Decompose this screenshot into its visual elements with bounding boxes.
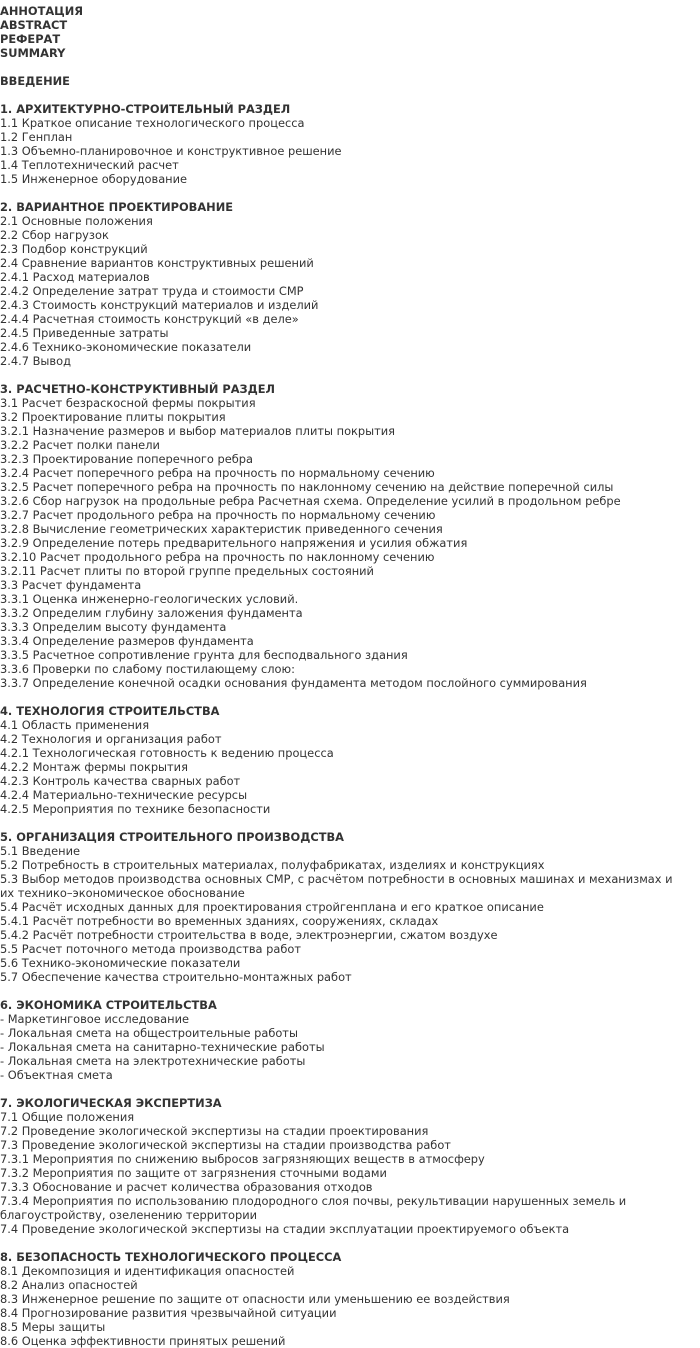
toc-entry: 3.2.10 Расчет продольного ребра на прочность по наклонному сечению (0, 550, 435, 564)
toc-entry: 5.4.1 Расчёт потребности во временных зданиях, сооружениях, складах (0, 914, 439, 928)
toc-entry: 7.1 Общие положения (0, 1110, 135, 1124)
blank-line (0, 984, 690, 998)
toc-entry: 7.4 Проведение экологической экспертизы на стадии эксплуатации проектируемого объекта (0, 1222, 570, 1236)
toc-entry: 4.2.4 Материально-технические ресурсы (0, 788, 248, 802)
blank-line (0, 368, 690, 382)
toc-entry: 3.2.9 Определение потерь предварительного напряжения и усилия обжатия (0, 536, 468, 550)
toc-entry: 7.3.4 Мероприятия по использованию плодородного слоя почвы, рекультивации нарушенных земель и благоустройству, озеленению территории (0, 1194, 627, 1222)
toc-entry: 3.2.4 Расчет поперечного ребра на прочность по нормальному сечению (0, 466, 435, 480)
blank-line (0, 1236, 690, 1250)
section-heading: ВВЕДЕНИЕ (0, 74, 70, 88)
toc-entry: 1.4 Теплотехнический расчет (0, 158, 179, 172)
toc-entry: 3.2.3 Проектирование поперечного ребра (0, 452, 253, 466)
toc-entry: 2.4.3 Стоимость конструкций материалов и изделий (0, 298, 319, 312)
toc-entry: 3.3.3 Определим высоту фундамента (0, 620, 227, 634)
toc-entry: 2.4.4 Расчетная стоимость конструкций «в деле» (0, 312, 299, 326)
section-heading: 8. БЕЗОПАСНОСТЬ ТЕХНОЛОГИЧЕСКОГО ПРОЦЕССА (0, 1250, 342, 1264)
toc-entry: 7.2 Проведение экологической экспертизы на стадии проектирования (0, 1124, 429, 1138)
toc-entry: 3.3 Расчет фундамента (0, 578, 142, 592)
toc-entry: 3.2.6 Сбор нагрузок на продольные ребра Расчетная схема. Определение усилий в продольном ребре (0, 494, 621, 508)
toc-entry: 8.6 Оценка эффективности принятых решений (0, 1334, 286, 1348)
toc-entry: 8.1 Декомпозиция и идентификация опасностей (0, 1264, 295, 1278)
toc-entry: 2.2 Сбор нагрузок (0, 228, 109, 242)
toc-entry: 5.4.2 Расчёт потребности строительства в воде, электроэнергии, сжатом воздухе (0, 928, 498, 942)
toc-entry: 8.3 Инженерное решение по защите от опасности или уменьшению ее воздействия (0, 1292, 510, 1306)
section-heading: 3. РАСЧЕТНО-КОНСТРУКТИВНЫЙ РАЗДЕЛ (0, 382, 275, 396)
toc-entry: 8.2 Анализ опасностей (0, 1278, 138, 1292)
section-heading: ABSTRACT (0, 18, 68, 32)
toc-entry: 5.1 Введение (0, 844, 81, 858)
toc-entry: 2.4.2 Определение затрат труда и стоимости СМР (0, 284, 304, 298)
toc-entry: 7.3.3 Обоснование и расчет количества образования отходов (0, 1180, 373, 1194)
toc-entry: 5.2 Потребность в строительных материалах, полуфабрикатах, изделиях и конструкциях (0, 858, 545, 872)
toc-entry: 1.2 Генплан (0, 130, 73, 144)
toc-entry: 5.6 Технико-экономические показатели (0, 956, 241, 970)
toc-entry: - Маркетинговое исследование (0, 1012, 190, 1026)
toc-entry: 8.5 Меры защиты (0, 1320, 106, 1334)
toc-entry: 5.5 Расчет поточного метода производства работ (0, 942, 301, 956)
section-heading: 2. ВАРИАНТНОЕ ПРОЕКТИРОВАНИЕ (0, 200, 234, 214)
toc-entry: 3.2.7 Расчет продольного ребра на прочность по нормальному сечению (0, 508, 436, 522)
blank-line (0, 690, 690, 704)
toc-entry: 3.3.4 Определение размеров фундамента (0, 634, 254, 648)
toc-entry: 3.3.7 Определение конечной осадки основания фундамента методом послойного суммирования (0, 676, 587, 690)
section-heading: 4. ТЕХНОЛОГИЯ СТРОИТЕЛЬСТВА (0, 704, 220, 718)
toc-entry: 4.2.3 Контроль качества сварных работ (0, 774, 241, 788)
toc-entry: 3.2.5 Расчет поперечного ребра на прочность по наклонному сечению на действие поперечной силы (0, 480, 614, 494)
toc-entry: 3.3.1 Оценка инженерно-геологических условий. (0, 592, 299, 606)
toc-entry: 2.4.6 Технико-экономические показатели (0, 340, 252, 354)
toc-entry: 2.4 Сравнение вариантов конструктивных решений (0, 256, 314, 270)
toc-entry: 3.3.2 Определим глубину заложения фундамента (0, 606, 303, 620)
section-heading: РЕФЕРАТ (0, 32, 61, 46)
section-heading: 5. ОРГАНИЗАЦИЯ СТРОИТЕЛЬНОГО ПРОИЗВОДСТВА (0, 830, 344, 844)
toc-entry: 2.3 Подбор конструкций (0, 242, 148, 256)
toc-entry: 4.2.5 Мероприятия по технике безопасности (0, 802, 271, 816)
toc-entry: - Локальная смета на общестроительные работы (0, 1026, 298, 1040)
toc-entry: 3.2.2 Расчет полки панели (0, 438, 160, 452)
blank-line (0, 186, 690, 200)
toc-entry: 3.2.11 Расчет плиты по второй группе предельных состояний (0, 564, 374, 578)
toc-entry: 1.5 Инженерное оборудование (0, 172, 188, 186)
toc-entry: 1.1 Краткое описание технологического процесса (0, 116, 305, 130)
toc-entry: 3.2.1 Назначение размеров и выбор материалов плиты покрытия (0, 424, 396, 438)
toc-entry: 4.2 Технология и организация работ (0, 732, 222, 746)
blank-line (0, 60, 690, 74)
toc-entry: 5.4 Расчёт исходных данных для проектирования стройгенплана и его краткое описание (0, 900, 544, 914)
toc-entry: 4.1 Область применения (0, 718, 150, 732)
toc-entry: 7.3.2 Мероприятия по защите от загрязнения сточными водами (0, 1166, 387, 1180)
toc-entry: 3.2.8 Вычисление геометрических характеристик приведенного сечения (0, 522, 443, 536)
toc-entry: 5.7 Обеспечение качества строительно-монтажных работ (0, 970, 352, 984)
toc-entry: 2.4.1 Расход материалов (0, 270, 150, 284)
toc-entry: 2.4.7 Вывод (0, 354, 71, 368)
table-of-contents (0, 4, 690, 1348)
toc-entry: 7.3 Проведение экологической экспертизы на стадии производства работ (0, 1138, 451, 1152)
toc-entry: - Локальная смета на санитарно-технические работы (0, 1040, 325, 1054)
blank-line (0, 816, 690, 830)
section-heading: 7. ЭКОЛОГИЧЕСКАЯ ЭКСПЕРТИЗА (0, 1096, 222, 1110)
section-heading: АННОТАЦИЯ (0, 4, 84, 18)
toc-entry: 3.1 Расчет безраскосной фермы покрытия (0, 396, 256, 410)
section-heading: 6. ЭКОНОМИКА СТРОИТЕЛЬСТВА (0, 998, 217, 1012)
toc-entry: 3.3.5 Расчетное сопротивление грунта для бесподвального здания (0, 648, 408, 662)
blank-line (0, 88, 690, 102)
toc-entry: 2.4.5 Приведенные затраты (0, 326, 169, 340)
section-heading: SUMMARY (0, 46, 66, 60)
toc-entry: 1.3 Объемно-планировочное и конструктивное решение (0, 144, 342, 158)
toc-entry: 7.3.1 Мероприятия по снижению выбросов загрязняющих веществ в атмосферу (0, 1152, 485, 1166)
toc-entry: 4.2.1 Технологическая готовность к ведению процесса (0, 746, 334, 760)
toc-entry: 8.4 Прогнозирование развития чрезвычайной ситуации (0, 1306, 337, 1320)
toc-entry: 2.1 Основные положения (0, 214, 153, 228)
toc-entry: - Локальная смета на электротехнические работы (0, 1054, 306, 1068)
toc-entry: 3.2 Проектирование плиты покрытия (0, 410, 226, 424)
toc-entry: 3.3.6 Проверки по слабому постилающему слою: (0, 662, 295, 676)
toc-entry: 4.2.2 Монтаж фермы покрытия (0, 760, 188, 774)
section-heading: 1. АРХИТЕКТУРНО-СТРОИТЕЛЬНЫЙ РАЗДЕЛ (0, 102, 291, 116)
toc-entry: - Объектная смета (0, 1068, 113, 1082)
blank-line (0, 1082, 690, 1096)
toc-entry: 5.3 Выбор методов производства основных СМР, с расчётом потребности в основных машинах и механизмах и их технико–экономическое обоснование (0, 872, 673, 900)
